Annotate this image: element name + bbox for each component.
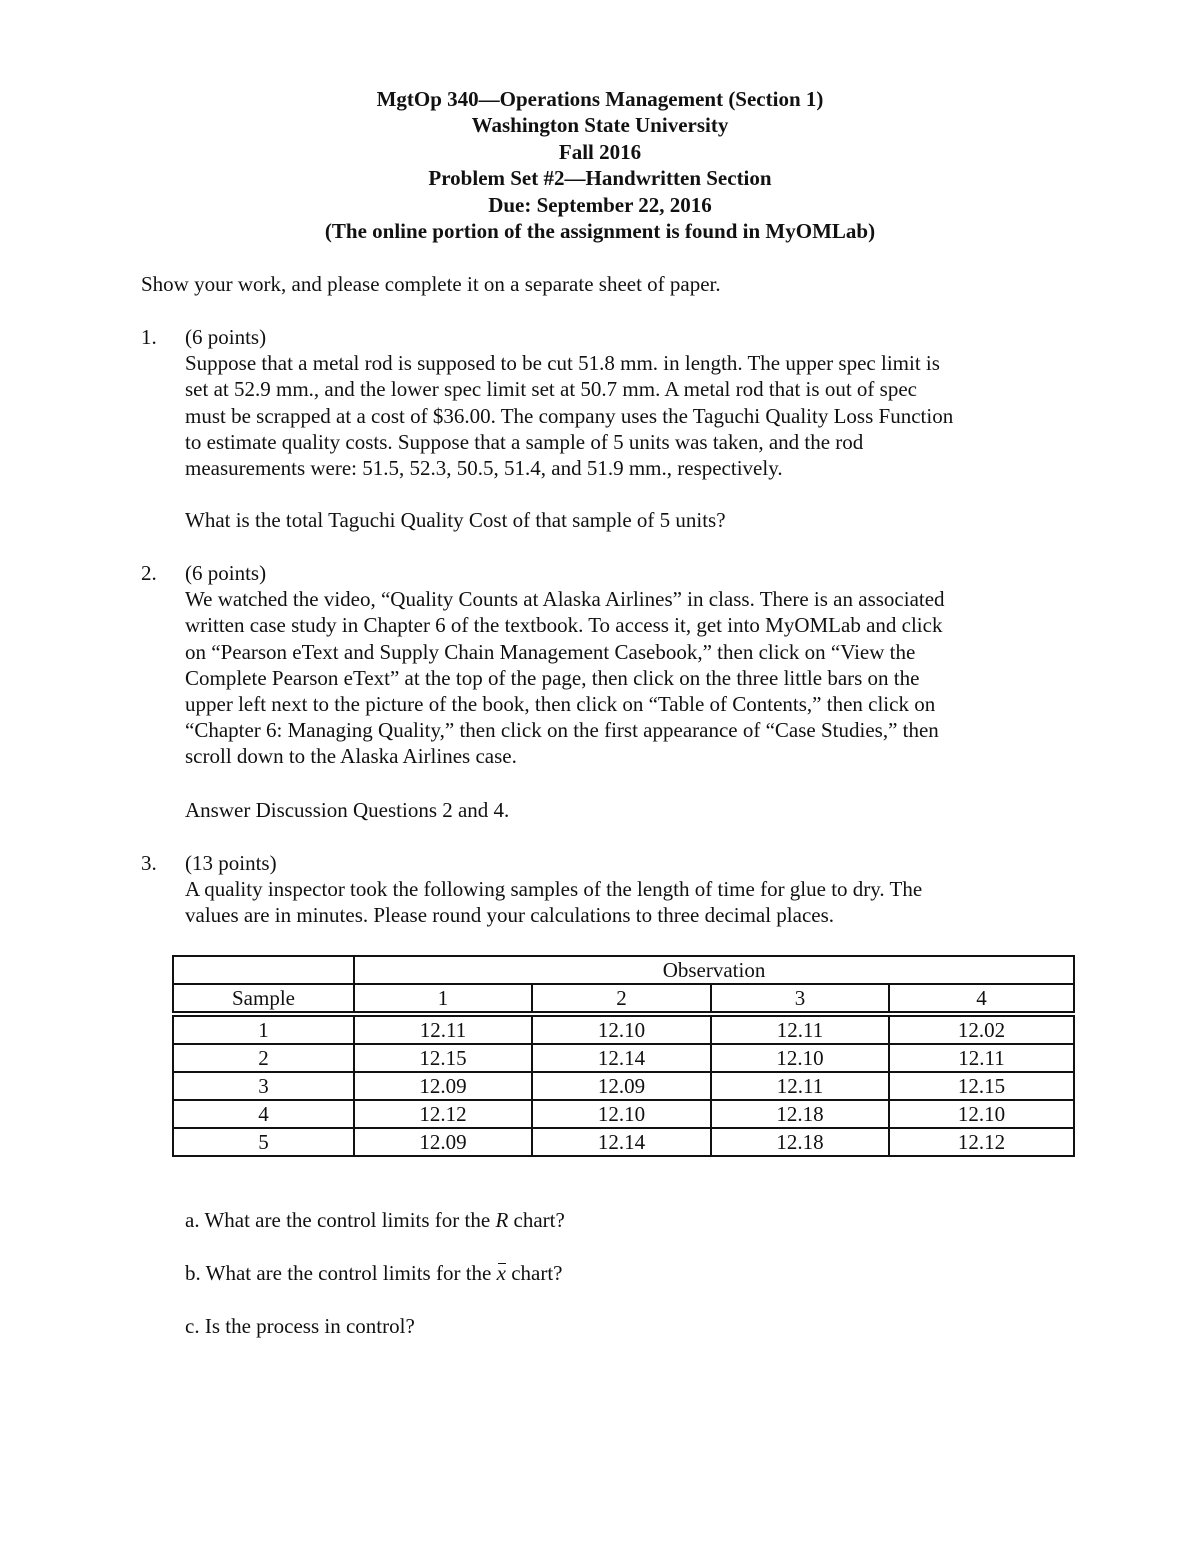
- part-a-text-before: What are the control limits for the: [204, 1208, 496, 1232]
- part-a-letter: a.: [185, 1208, 200, 1232]
- part-b-text-after: chart?: [505, 1261, 563, 1285]
- table-corner-cell: [173, 956, 354, 984]
- value-cell: 12.12: [354, 1100, 532, 1128]
- part-c-text: Is the process in control?: [204, 1314, 415, 1338]
- part-b: [185, 1260, 563, 1286]
- question-1-line: must be scrapped at a cost of $36.00. The company uses the Taguchi Quality Loss Function: [185, 403, 954, 428]
- question-2: [185, 560, 1065, 770]
- sample-header: Sample: [173, 984, 354, 1012]
- table-row: [173, 1072, 1074, 1100]
- instructions: Show your work, and please complete it on a separate sheet of paper.: [141, 272, 721, 296]
- value-cell: 12.10: [532, 1016, 711, 1044]
- value-cell: 12.18: [711, 1128, 889, 1156]
- value-cell: 12.11: [889, 1044, 1074, 1072]
- value-cell: 12.09: [532, 1072, 711, 1100]
- value-cell: 12.14: [532, 1044, 711, 1072]
- question-2-line: on “Pearson eText and Supply Chain Management Casebook,” then click on “View the: [185, 639, 916, 664]
- question-1-number: 1.: [141, 325, 157, 349]
- table-row: [173, 1016, 1074, 1044]
- value-cell: 12.11: [711, 1016, 889, 1044]
- sample-cell: 3: [173, 1072, 354, 1100]
- due-date: Due: September 22, 2016: [488, 192, 712, 217]
- question-2-points: (6 points): [185, 561, 267, 585]
- value-cell: 12.02: [889, 1016, 1074, 1044]
- observation-table: [172, 955, 1075, 1157]
- assignment-title: Problem Set #2—Handwritten Section: [428, 166, 772, 191]
- value-cell: 12.11: [711, 1072, 889, 1100]
- online-note: (The online portion of the assignment is found in MyOMLab): [324, 219, 876, 244]
- value-cell: 12.10: [532, 1100, 711, 1128]
- part-a-text-after: chart?: [508, 1208, 565, 1232]
- document-header: [0, 86, 1200, 244]
- column-header: 4: [889, 984, 1074, 1012]
- column-header: 3: [711, 984, 889, 1012]
- question-1-prompt: What is the total Taguchi Quality Cost of that sample of 5 units?: [185, 508, 726, 532]
- question-3-number: 3.: [141, 851, 157, 875]
- question-2-line: written case study in Chapter 6 of the textbook. To access it, get into MyOMLab and click: [185, 613, 943, 638]
- question-1-line: measurements were: 51.5, 52.3, 50.5, 51.4, and 51.9 mm., respectively.: [185, 456, 783, 481]
- table-row: [173, 1128, 1074, 1156]
- value-cell: 12.11: [354, 1016, 532, 1044]
- question-2-line: scroll down to the Alaska Airlines case.: [185, 744, 517, 769]
- value-cell: 12.15: [354, 1044, 532, 1072]
- part-a: [185, 1207, 565, 1233]
- value-cell: 12.10: [889, 1100, 1074, 1128]
- table-row: [173, 1100, 1074, 1128]
- question-1-line: Suppose that a metal rod is supposed to be cut 51.8 mm. in length. The upper spec limit is: [185, 351, 940, 376]
- question-2-number: 2.: [141, 561, 157, 585]
- sample-cell: 1: [173, 1016, 354, 1044]
- question-2-line: We watched the video, “Quality Counts at Alaska Airlines” in class. There is an associated: [185, 587, 945, 612]
- value-cell: 12.09: [354, 1128, 532, 1156]
- observation-header: Observation: [354, 956, 1074, 984]
- term: Fall 2016: [558, 139, 642, 164]
- value-cell: 12.14: [532, 1128, 711, 1156]
- part-b-text-before: What are the control limits for the: [205, 1261, 497, 1285]
- sample-cell: 4: [173, 1100, 354, 1128]
- value-cell: 12.10: [711, 1044, 889, 1072]
- question-2-line: Complete Pearson eText” at the top of the page, then click on the three little bars on the: [185, 665, 920, 690]
- university-name: Washington State University: [471, 113, 729, 138]
- question-2-line: upper left next to the picture of the book, then click on “Table of Contents,” then click on: [185, 692, 936, 717]
- value-cell: 12.12: [889, 1128, 1074, 1156]
- value-cell: 12.18: [711, 1100, 889, 1128]
- question-2-line: “Chapter 6: Managing Quality,” then click on the first appearance of “Case Studies,” then: [185, 718, 939, 743]
- part-c-letter: c.: [185, 1314, 200, 1338]
- table-row: [173, 1044, 1074, 1072]
- question-3-line: values are in minutes. Please round your calculations to three decimal places.: [185, 903, 835, 928]
- column-header: 2: [532, 984, 711, 1012]
- question-2-prompt: Answer Discussion Questions 2 and 4.: [185, 798, 510, 822]
- question-3-line: A quality inspector took the following samples of the length of time for glue to dry. The: [185, 877, 923, 902]
- x-bar-symbol: x: [496, 1261, 506, 1285]
- column-header: 1: [354, 984, 532, 1012]
- question-1: [185, 324, 1065, 481]
- part-c: [185, 1313, 415, 1339]
- r-symbol: R: [495, 1208, 509, 1232]
- question-3: [185, 850, 1065, 929]
- course-title: MgtOp 340—Operations Management (Section 1): [376, 87, 824, 111]
- question-1-line: set at 52.9 mm., and the lower spec limit set at 50.7 mm. A metal rod that is out of spec: [185, 377, 917, 402]
- question-1-points: (6 points): [185, 325, 267, 349]
- question-1-line: to estimate quality costs. Suppose that a sample of 5 units was taken, and the rod: [185, 429, 864, 454]
- sample-cell: 2: [173, 1044, 354, 1072]
- value-cell: 12.09: [354, 1072, 532, 1100]
- part-b-letter: b.: [185, 1261, 201, 1285]
- value-cell: 12.15: [889, 1072, 1074, 1100]
- sample-cell: 5: [173, 1128, 354, 1156]
- question-3-points: (13 points): [185, 851, 277, 875]
